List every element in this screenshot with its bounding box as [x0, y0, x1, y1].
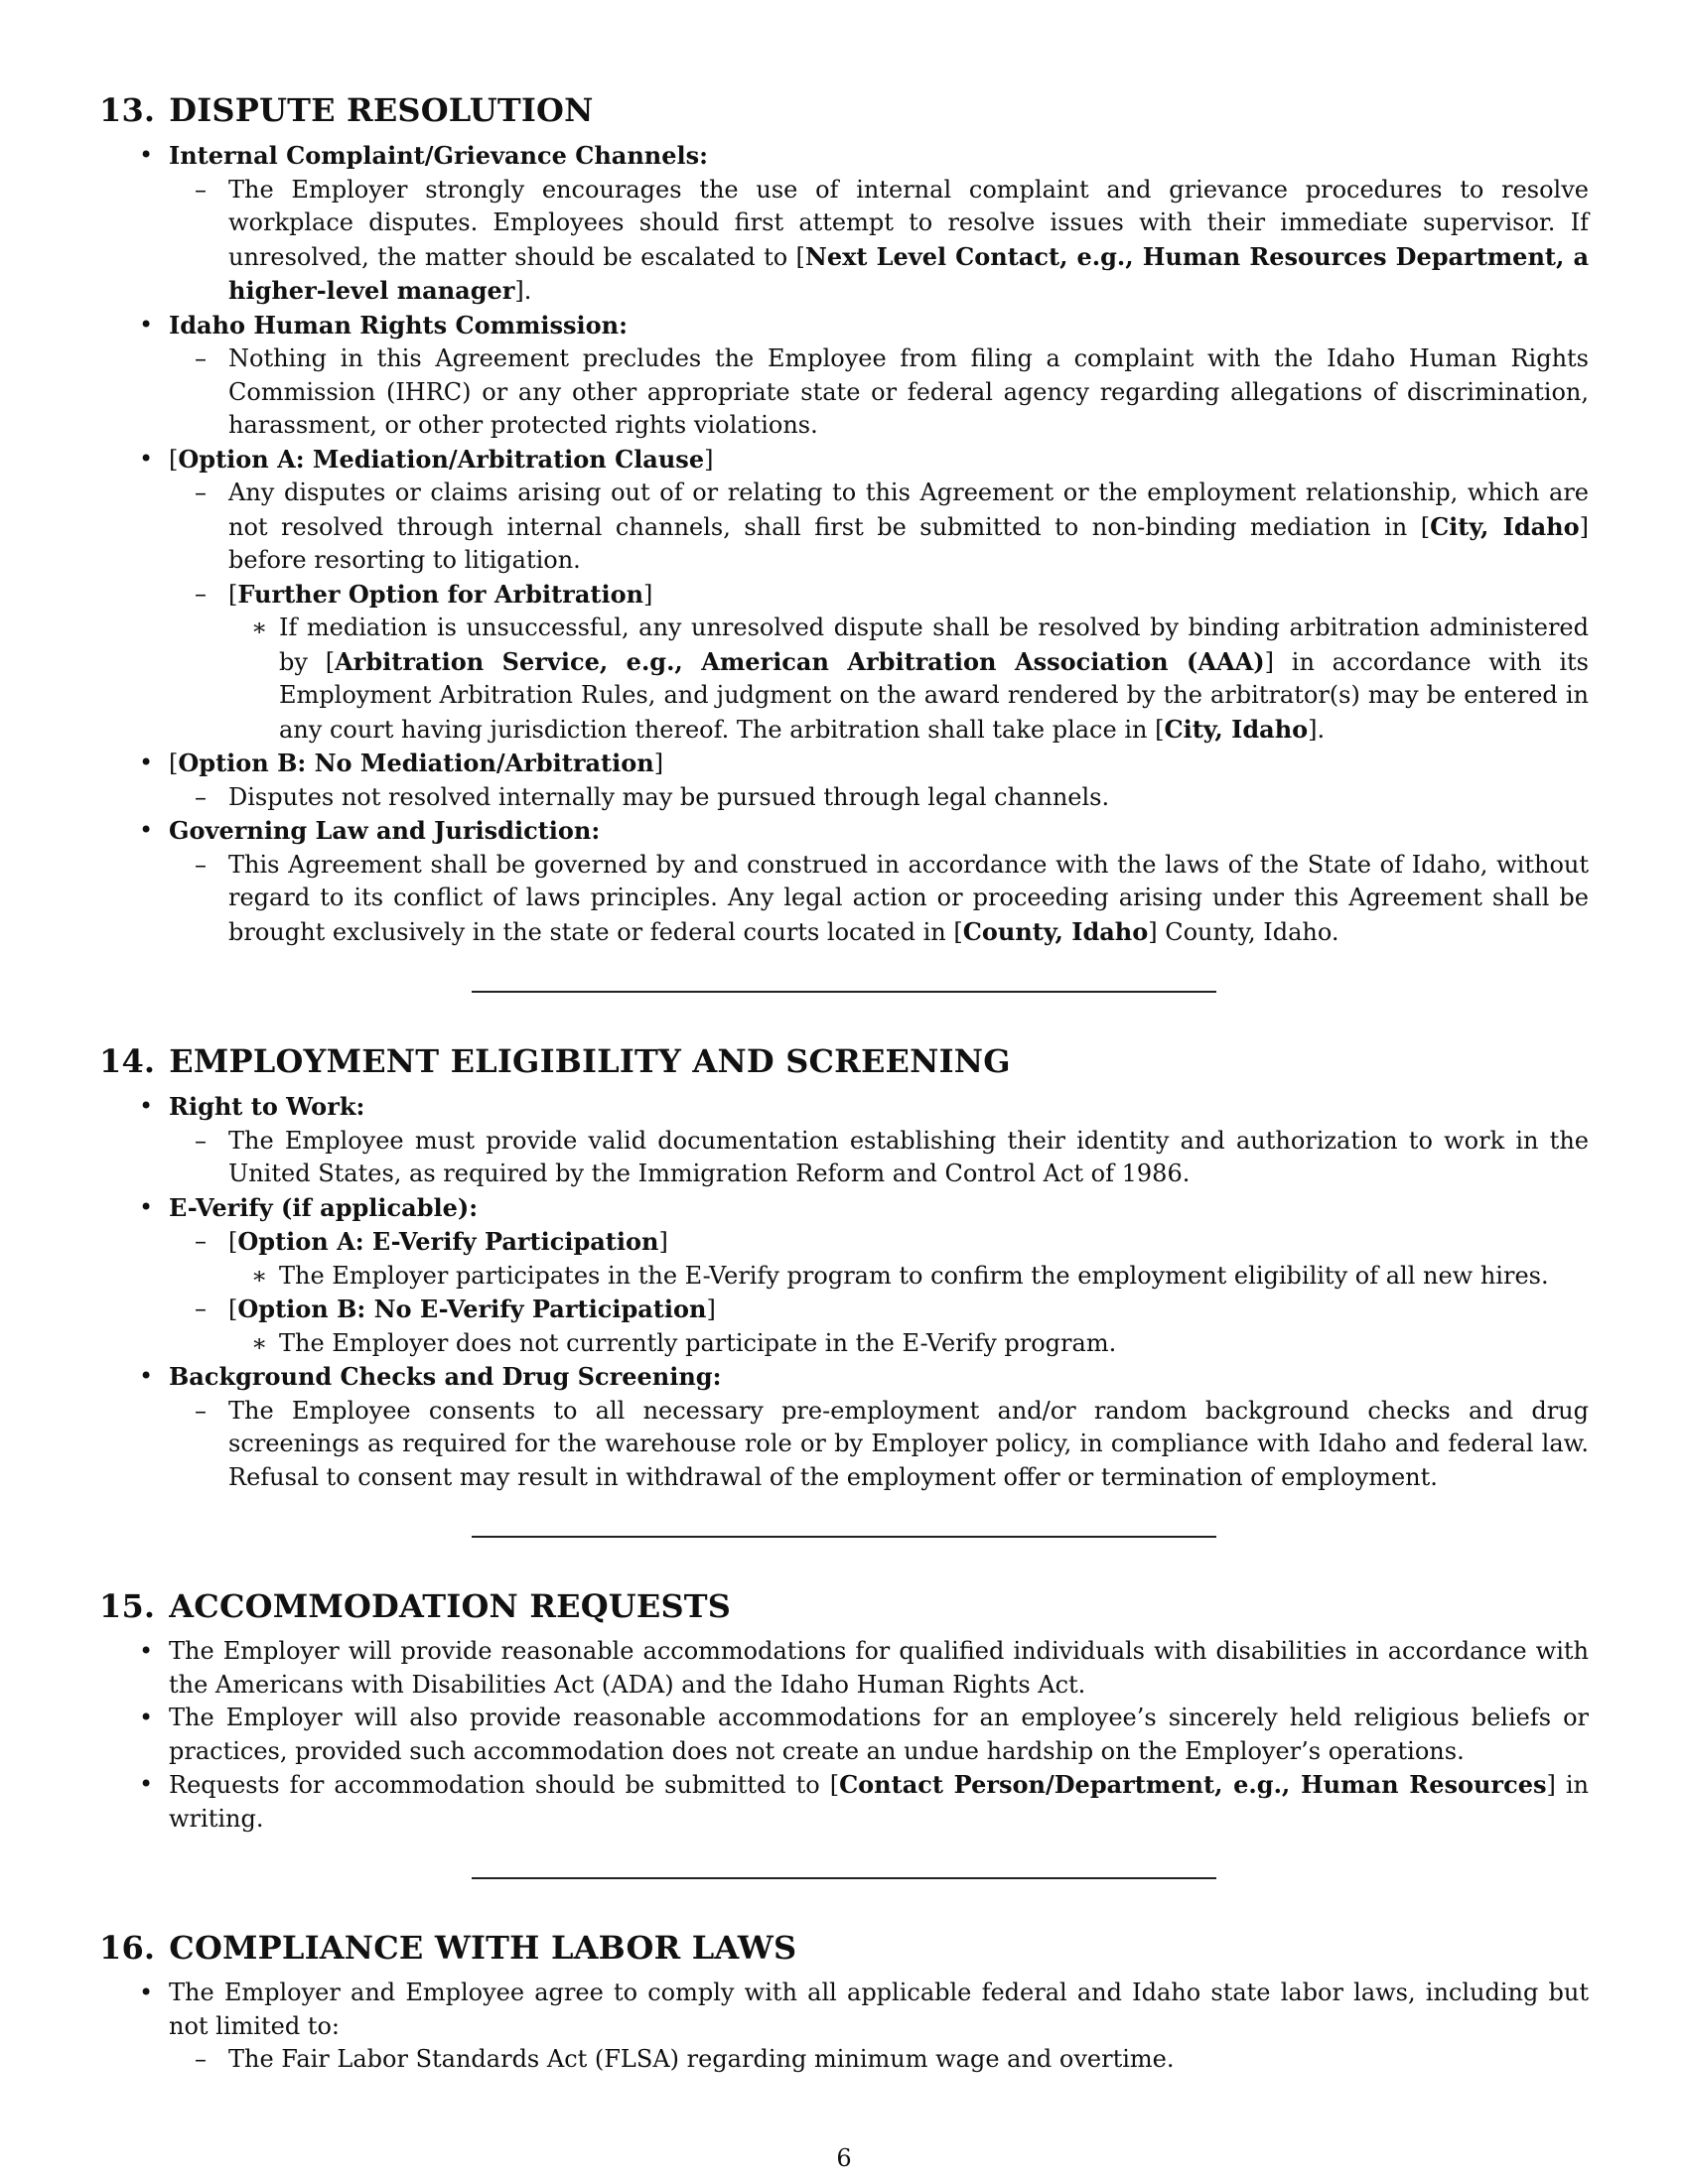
- list-item: • The Employer will provide reasonable accommodations for qualified individuals with disabilities in accordance with the Americans with Disabilities Act (ADA) and the Idaho Human Rights Act.: [139, 1637, 1589, 1699]
- placeholder: Arbitration Service, e.g., American Arbitration Association (AAA): [335, 646, 1265, 676]
- sub-item: – Disputes not resolved internally may be pursued through legal channels.: [195, 782, 1110, 811]
- item-label: Further Option for Arbitration: [237, 579, 644, 609]
- sub-item: – [Further Option for Arbitration]: [195, 579, 653, 609]
- document-page: [99, 91, 1589, 2077]
- sub-sub-item: ∗ If mediation is unsuccessful, any unresolved dispute shall be resolved by binding arbitration administered by [Arbitration Service, e.g., American Arbitration Association (AAA)] in accordance with its Employment Arbitration Rules, and judgment on the award rendered by the arbitrator(s) may be entered in any court having jurisdiction thereof. The arbitration shall take place in [City, Idaho].: [251, 614, 1589, 744]
- section-heading: [99, 1587, 1589, 1625]
- sub-item: – The Fair Labor Standards Act (FLSA) regarding minimum wage and overtime.: [195, 2045, 1175, 2073]
- placeholder: Next Level Contact, e.g., Human Resources Department, a higher-level manager: [228, 241, 1589, 305]
- sub-item: – The Employer strongly encourages the use of internal complaint and grievance procedures to resolve workplace disputes. Employees should first attempt to resolve issues with their immediate supervisor. If unresolved, the matter should be escalated to [Next Level Contact, e.g., Human Resources Department, a higher-level manager].: [195, 175, 1589, 305]
- list-item: • The Employer and Employee agree to comply with all applicable federal and Idaho state labor laws, including but not limited to:: [139, 1979, 1589, 2040]
- sub-item: – This Agreement shall be governed by and construed in accordance with the laws of the State of Idaho, without regard to its conflict of laws principles. Any legal action or proceeding arising under this Agreement shall be brought exclusively in the state or federal courts located in [County, Idaho] County, Idaho.: [195, 850, 1589, 946]
- list-item: • Right to Work:: [139, 1092, 365, 1121]
- list-item: • E-Verify (if applicable):: [139, 1192, 479, 1222]
- section-number: 16.: [99, 1929, 156, 1967]
- sub-item: – The Employee must provide valid documentation establishing their identity and authorization to work in the United States, as required by the Immigration Reform and Control Act of 1986.: [195, 1126, 1589, 1187]
- section-heading: [99, 1042, 1589, 1080]
- page-number: 6: [836, 2144, 852, 2172]
- section-labor-law-compliance: [99, 1929, 1589, 2077]
- list-item: • The Employer will also provide reasonable accommodations for an employee’s sincerely held religious beliefs or practices, provided such accommodation does not create an undue hardship on the Employer’s operations.: [139, 1704, 1589, 1765]
- placeholder: City, Idaho: [1164, 714, 1309, 744]
- sub-item: – Any disputes or claims arising out of or relating to this Agreement or the employment relationship, which are not resolved through internal channels, shall first be submitted to non-binding mediation in [City, Idaho] before resorting to litigation.: [195, 478, 1589, 574]
- placeholder: County, Idaho: [962, 916, 1149, 946]
- sub-item: – [Option B: No E-Verify Participation]: [195, 1295, 716, 1323]
- list-item: • Requests for accommodation should be submitted to [Contact Person/Department, e.g., Human Resources] in writing.: [139, 1770, 1589, 1833]
- item-label: Right to Work:: [169, 1092, 365, 1121]
- section-title: EMPLOYMENT ELIGIBILITY AND SCREENING: [169, 1042, 1011, 1080]
- section-title: DISPUTE RESOLUTION: [169, 91, 594, 129]
- section-title: ACCOMMODATION REQUESTS: [169, 1587, 732, 1625]
- placeholder: City, Idaho: [1430, 511, 1580, 541]
- section-dispute-resolution: [99, 91, 1589, 949]
- section-number: 15.: [99, 1587, 156, 1625]
- item-label: E-Verify (if applicable):: [169, 1192, 479, 1222]
- section-title: COMPLIANCE WITH LABOR LAWS: [169, 1929, 797, 1967]
- list-item: • Governing Law and Jurisdiction:: [139, 816, 601, 845]
- section-divider: [472, 1877, 1216, 1879]
- sub-sub-item: ∗ The Employer does not currently participate in the E-Verify program.: [251, 1328, 1117, 1357]
- item-label: Background Checks and Drug Screening:: [169, 1362, 722, 1391]
- sub-item: – Nothing in this Agreement precludes the Employee from filing a complaint with the Idaho Human Rights Commission (IHRC) or any other appropriate state or federal agency regarding allegations of discrimination, harassment, or other protected rights violations.: [195, 344, 1589, 439]
- item-label: Option B: No E-Verify Participation: [237, 1295, 707, 1323]
- section-divider: [472, 1536, 1216, 1538]
- section-number: 14.: [99, 1042, 156, 1080]
- section-number: 13.: [99, 91, 156, 129]
- list-item: • [Option A: Mediation/Arbitration Clause]: [139, 444, 714, 474]
- section-employment-eligibility: [99, 1042, 1589, 1494]
- section-heading: [99, 1929, 1589, 1967]
- placeholder: Contact Person/Department, e.g., Human Resources: [839, 1770, 1547, 1799]
- section-heading: [99, 91, 1589, 129]
- item-label: Option A: Mediation/Arbitration Clause: [178, 444, 705, 474]
- item-label: Idaho Human Rights Commission:: [169, 310, 628, 340]
- list-item: • Internal Complaint/Grievance Channels:: [139, 141, 708, 170]
- sub-item: – [Option A: E-Verify Participation]: [195, 1227, 668, 1256]
- item-label: Internal Complaint/Grievance Channels:: [169, 141, 708, 170]
- sub-sub-item: ∗ The Employer participates in the E-Verify program to confirm the employment eligibility of all new hires.: [251, 1261, 1549, 1290]
- list-item: • Idaho Human Rights Commission:: [139, 310, 628, 340]
- item-label: Option A: E-Verify Participation: [237, 1227, 659, 1256]
- item-label: Governing Law and Jurisdiction:: [169, 816, 601, 845]
- list-item: • [Option B: No Mediation/Arbitration]: [139, 749, 664, 777]
- item-label: Option B: No Mediation/Arbitration: [178, 749, 654, 777]
- sub-item: – The Employee consents to all necessary pre-employment and/or random background checks and drug screenings as required for the warehouse role or by Employer policy, in compliance with Idaho and federal law. Refusal to consent may result in withdrawal of the employment offer or termination of employment.: [195, 1396, 1589, 1491]
- list-item: • Background Checks and Drug Screening:: [139, 1362, 722, 1391]
- section-accommodation-requests: [99, 1587, 1589, 1836]
- section-divider: [472, 991, 1216, 993]
